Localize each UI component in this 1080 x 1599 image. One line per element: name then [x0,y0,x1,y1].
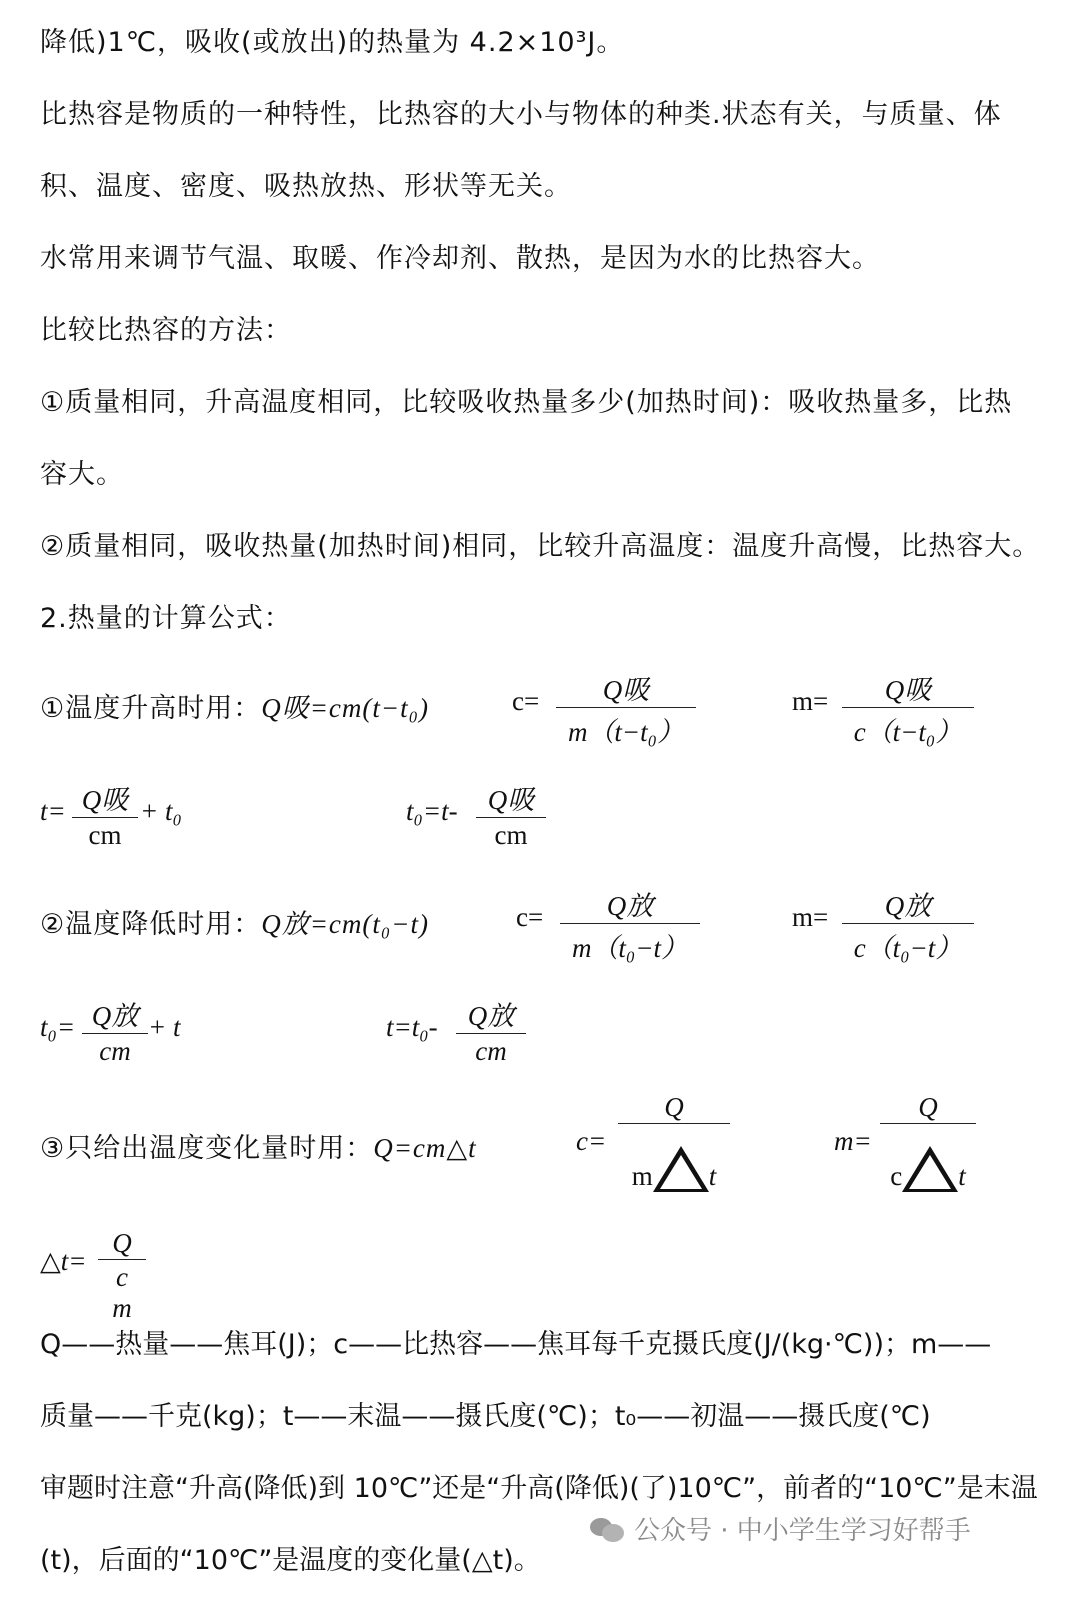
formula-2-c-lhs: c= [516,902,544,932]
formula-2-c-den: m（t₀−t） [560,923,700,965]
formula-1-m-den: c（t−t₀） [842,707,974,749]
formula-2-t-num: Q放 [467,1001,515,1031]
delta-triangle-icon [653,1146,709,1192]
formula-2-main: Q放=cm(t₀−t) [261,909,430,939]
formula-2-c-frac [560,884,700,965]
text-line-4: 水常用来调节气温、取暖、作冷却剂、散热，是因为水的比热容大。 [40,243,880,274]
text-line-6: ①质量相同，升高温度相同，比较吸收热量多少(加热时间)：吸收热量多，比热 [40,387,1013,418]
formula-1-c-num: Q吸 [602,675,650,705]
formula-2-m-frac [842,884,974,965]
formula-2-t0-den: cm [82,1033,148,1067]
formula-1-t0-num: Q吸 [487,785,535,815]
wechat-icon [590,1516,624,1542]
formula-2-t-den: cm [456,1033,526,1067]
formula-1-t0-frac [476,778,546,851]
formula-3-m-frac [880,1092,976,1192]
formula-3-c-frac [618,1092,730,1192]
formula-1-m-lhs: m= [792,686,829,716]
formula-1-t-rhs: + t₀ [140,796,182,826]
formula-3-m-num: Q [918,1092,938,1122]
formula-1-main: Q吸=cm(t−t₀) [261,693,430,723]
text-line-5: 比较比热容的方法： [40,315,292,346]
formula-2-t0-rhs: + t [148,1012,181,1042]
formula-1-t-frac [72,778,138,851]
formula-1-c-frac [556,668,696,749]
formula-3-c-num: Q [664,1092,684,1122]
formula-2-t-frac [456,994,526,1067]
units-line-2: 质量——千克(kg)；t——末温——摄氏度(℃)；t₀——初温——摄氏度(℃) [40,1401,931,1432]
formula-3-main: Q=cm△t [373,1133,477,1163]
units-line-1: Q——热量——焦耳(J)；c——比热容——焦耳每千克摄氏度(J/(kg·℃))；m—— [40,1329,992,1360]
formula-3-label: ③只给出温度变化量时用：Q=cm△t [40,1133,477,1164]
formula-2-m-lhs: m= [792,902,829,932]
formula-3-m-lhs: m= [834,1126,872,1156]
formula-1-m-frac [842,668,974,749]
formula-3-c-den-t: t [708,1161,717,1191]
text-line-1: 降低)1℃，吸收(或放出)的热量为 4.2×10³J。 [40,27,625,58]
formula-2-c-num: Q放 [606,891,654,921]
formula-2-t0-frac [82,994,148,1067]
formula-2-label: ②温度降低时用：Q放=cm(t₀−t) [40,909,430,940]
formula-3-dt-frac [98,1228,146,1324]
formula-2-m-num: Q放 [884,891,932,921]
formula-1-m-num: Q吸 [884,675,932,705]
formula-1-t0-den: cm [476,817,546,851]
formula-3-c-den-m: m [631,1161,653,1191]
formula-1-c-lhs: c= [512,686,540,716]
formula-2-m-den: c（t₀−t） [842,923,974,965]
formula-1-t-lhs: t= [40,796,66,826]
watermark [590,1510,971,1547]
formula-3-dt-den: c m [98,1259,146,1324]
formula-3-c-lhs: c= [576,1126,607,1156]
text-line-2: 比热容是物质的一种特性，比热容的大小与物体的种类.状态有关，与质量、体 [40,99,1002,130]
formula-2-t-lhs: t=t₀- [386,1012,438,1042]
formula-1-t-num: Q吸 [81,785,129,815]
formula-2-t0-num: Q放 [91,1001,139,1031]
formula-1-t0-lhs: t₀=t- [406,796,458,826]
formula-1-label: ①温度升高时用：Q吸=cm(t−t₀) [40,693,430,724]
text-line-9: 2.热量的计算公式： [40,603,292,634]
formula-1-c-den: m（t−t₀） [556,707,696,749]
text-line-7: 容大。 [40,459,124,490]
text-line-3: 积、温度、密度、吸热放热、形状等无关。 [40,171,572,202]
formula-3-m-den-t: t [958,1161,966,1191]
delta-triangle-icon [902,1146,958,1192]
formula-3-m-den-c: c [890,1161,903,1191]
note-line-2: (t)，后面的“10℃”是温度的变化量(△t)。 [40,1545,541,1576]
text-line-8: ②质量相同，吸收热量(加热时间)相同，比较升高温度：温度升高慢，比热容大。 [40,531,1041,562]
formula-2-t0-lhs: t₀= [40,1012,76,1042]
note-line-1: 审题时注意“升高(降低)到 10℃”还是“升高(降低)(了)10℃”，前者的“10℃”是末温 [40,1473,1038,1504]
formula-3-dt-lhs: △t= [40,1246,87,1276]
formula-3-dt-num: Q [112,1228,132,1258]
formula-1-t-den: cm [72,817,138,851]
watermark-text: 公众号 · 中小学生学习好帮手 [634,1516,971,1546]
